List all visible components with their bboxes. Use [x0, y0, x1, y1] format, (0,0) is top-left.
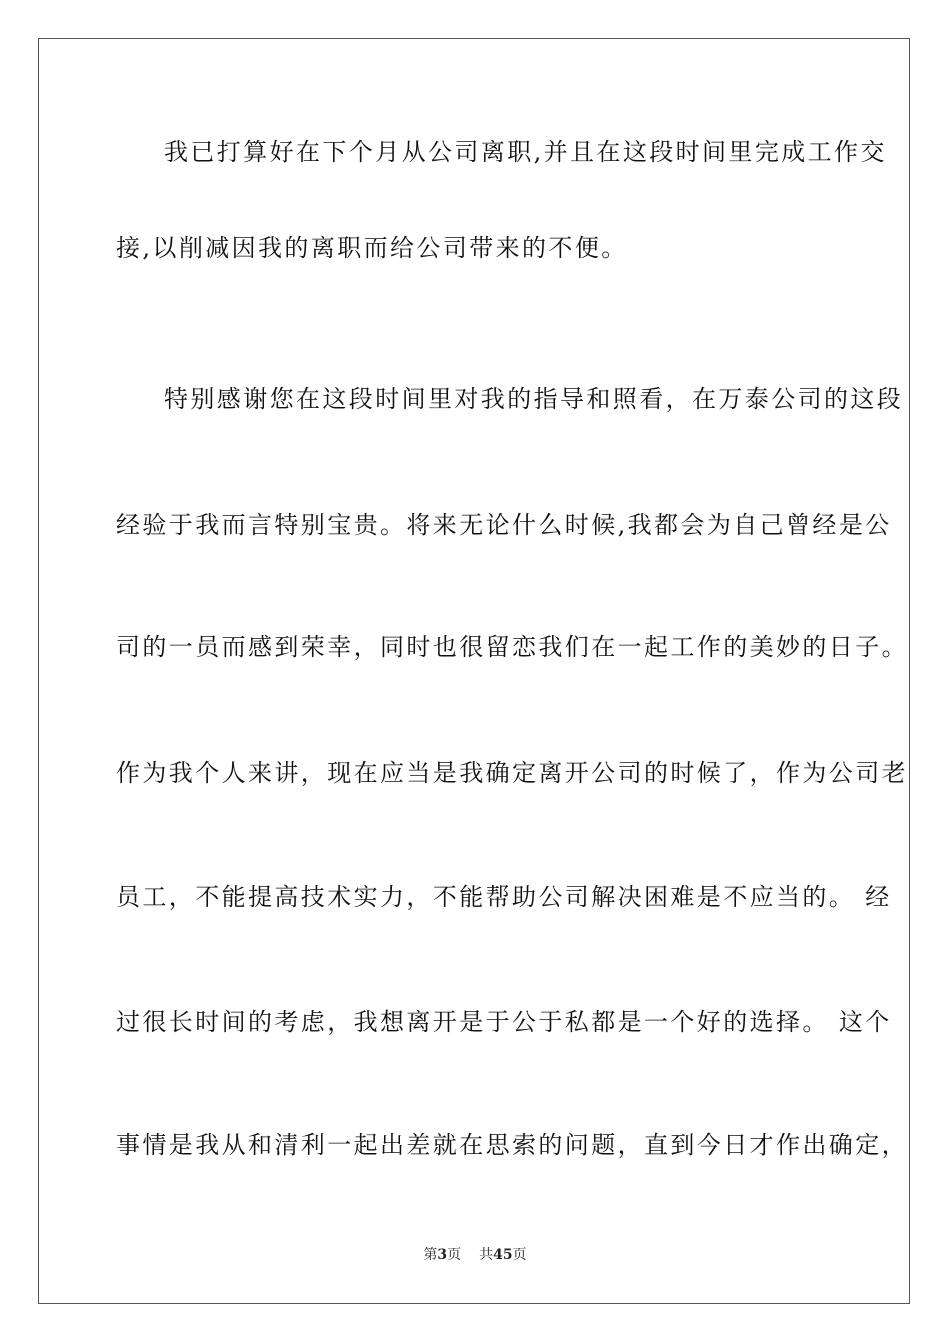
total-pages: 45	[493, 1247, 513, 1263]
paragraph-2-line-1: 特别感谢您在这段时间里对我的指导和照看，在万泰公司的这段	[164, 385, 904, 413]
total-pages-suffix: 页	[512, 1247, 527, 1263]
paragraph-2-line-4: 作为我个人来讲，现在应当是我确定离开公司的时候了，作为公司老	[116, 759, 908, 787]
paragraph-2-line-7: 事情是我从和清利一起出差就在思索的问题，直到今日才作出确定，	[116, 1131, 908, 1159]
paragraph-2-line-5: 员工，不能提高技术实力，不能帮助公司解决困难是不应当的。 经	[116, 883, 892, 911]
total-pages-prefix: 共	[479, 1247, 494, 1263]
paragraph-2-line-3: 司的一员而感到荣幸，同时也很留恋我们在一起工作的美妙的日子。	[116, 633, 908, 661]
paragraph-1-line-2: 接,以削减因我的离职而给公司带来的不便。	[116, 234, 628, 262]
page-number-suffix: 页	[447, 1247, 462, 1263]
page-number-prefix: 第	[423, 1247, 438, 1263]
page-border	[38, 38, 910, 1304]
paragraph-1-line-1: 我已打算好在下个月从公司离职,并且在这段时间里完成工作交	[164, 138, 887, 166]
page-footer	[0, 1246, 950, 1264]
paragraph-2-line-2: 经验于我而言特别宝贵。将来无论什么时候,我都会为自己曾经是公	[116, 511, 892, 539]
page-number: 3	[437, 1247, 448, 1263]
paragraph-2-line-6: 过很长时间的考虑，我想离开是于公于私都是一个好的选择。 这个	[116, 1008, 892, 1036]
